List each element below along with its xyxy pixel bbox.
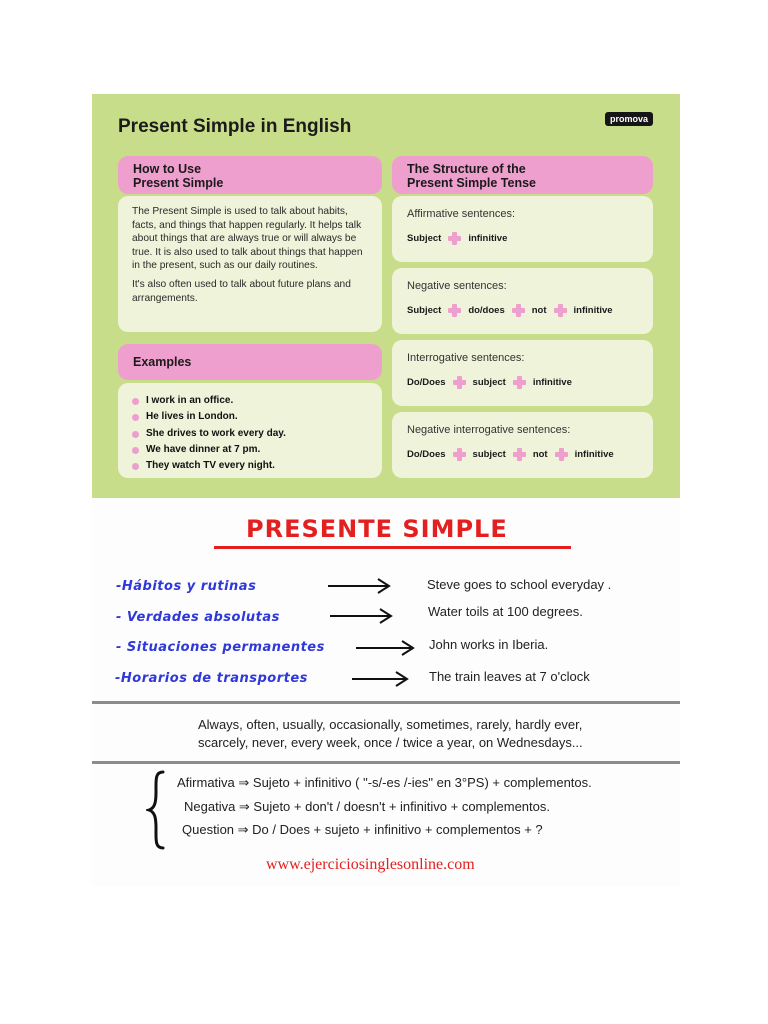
plus-icon [448,304,461,317]
formula-part: do/does [468,305,505,316]
plus-icon [555,448,568,461]
affirmative-formula [407,232,638,245]
formula-part: Do/Does [407,377,446,388]
formula-part: not [531,305,547,316]
use-label: -Horarios de transportes [115,671,308,686]
right-arrow-icon [350,669,410,689]
plus-icon [554,304,567,317]
negative-label: Negative sentences: [407,280,507,292]
formula-part: not [532,449,548,460]
how-to-use-card [118,196,382,332]
title-underline [214,546,571,549]
left-brace-icon [146,770,168,850]
website-link[interactable]: www.ejerciciosinglesonline.com [266,856,475,873]
examples-card [118,383,382,478]
negative-interrogative-card [392,412,653,478]
interrogative-formula [407,376,638,389]
list-item: We have dinner at 7 pm. [132,442,368,458]
negative-formula [407,304,638,317]
examples-heading: Examples [118,344,382,380]
list-item: They watch TV every night. [132,458,368,474]
how-to-use-paragraph: The Present Simple is used to talk about habits, facts, and things that happen regularly. It helps talk about things that are always true or will always be true. It is also used to talk about things that happen in the present, such as our daily routines. [132,206,363,272]
affirmative-label: Affirmative sentences: [407,208,516,220]
use-label: - Situaciones permanentes [116,640,325,655]
affirmative-rule: Afirmativa ⇒ Sujeto + infinitivo ( "-s/-es /-ies" en 3°PS) + complementos. [177,775,592,790]
structure-heading-line1: The Structure of the [407,162,526,176]
plus-icon [453,376,466,389]
use-example: The train leaves at 7 o'clock [429,669,590,684]
plus-icon [513,448,526,461]
present-simple-infographic [92,94,680,498]
interrogative-card [392,340,653,406]
bullet-icon [132,414,139,421]
how-to-use-heading [118,156,382,194]
how-to-use-paragraph: It's also often used to talk about future plans and arrangements. [132,278,351,304]
use-label: -Hábitos y rutinas [116,579,257,594]
list-item: She drives to work every day. [132,426,368,442]
frequency-line: Always, often, usually, occasionally, sometimes, rarely, hardly ever, [198,717,583,732]
formula-part: infinitive [532,377,572,388]
formula-part: Subject [407,233,442,244]
bullet-icon [132,447,139,454]
right-arrow-icon [326,576,392,596]
formula-part: infinitive [574,449,614,460]
bullet-icon [132,398,139,405]
presente-simple-title: PRESENTE SIMPLE [246,515,508,543]
negative-card [392,268,653,334]
plus-icon [448,232,461,245]
right-arrow-icon [328,606,394,626]
formula-part: Do/Does [407,449,446,460]
use-example: Steve goes to school everyday . [427,577,612,592]
negative-interrogative-label: Negative interrogative sentences: [407,424,571,436]
examples-list [132,393,368,474]
list-item: I work in an office. [132,393,368,409]
how-to-use-heading-line2: Present Simple [133,176,224,190]
use-label: - Verdades absolutas [116,610,280,625]
structure-heading-line2: Present Simple Tense [407,176,536,190]
list-item: He lives in London. [132,409,368,425]
frequency-adverbs [198,716,618,752]
question-rule: Question ⇒ Do / Does + sujeto + infinitivo + complementos + ? [182,822,543,837]
divider [92,761,680,764]
plus-icon [453,448,466,461]
plus-icon [513,376,526,389]
negative-rule: Negativa ⇒ Sujeto + don't / doesn't + infinitivo + complementos. [184,799,550,814]
formula-part: subject [472,449,506,460]
brand-logo: promova [605,112,653,126]
plus-icon [512,304,525,317]
formula-part: subject [472,377,506,388]
negative-interrogative-formula [407,448,638,461]
affirmative-card [392,196,653,262]
use-example: Water toils at 100 degrees. [428,604,583,619]
bullet-icon [132,463,139,470]
use-example: John works in Iberia. [429,637,549,652]
formula-part: infinitive [573,305,613,316]
how-to-use-heading-line1: How to Use [133,162,202,176]
divider [92,701,680,704]
formula-part: Subject [407,305,442,316]
infographic-title: Present Simple in English [118,116,352,137]
right-arrow-icon [354,638,416,658]
frequency-line: scarcely, never, every week, once / twice a year, on Wednesdays... [198,735,583,750]
structure-heading [392,156,653,194]
bullet-icon [132,431,139,438]
interrogative-label: Interrogative sentences: [407,352,525,364]
formula-part: infinitive [468,233,508,244]
